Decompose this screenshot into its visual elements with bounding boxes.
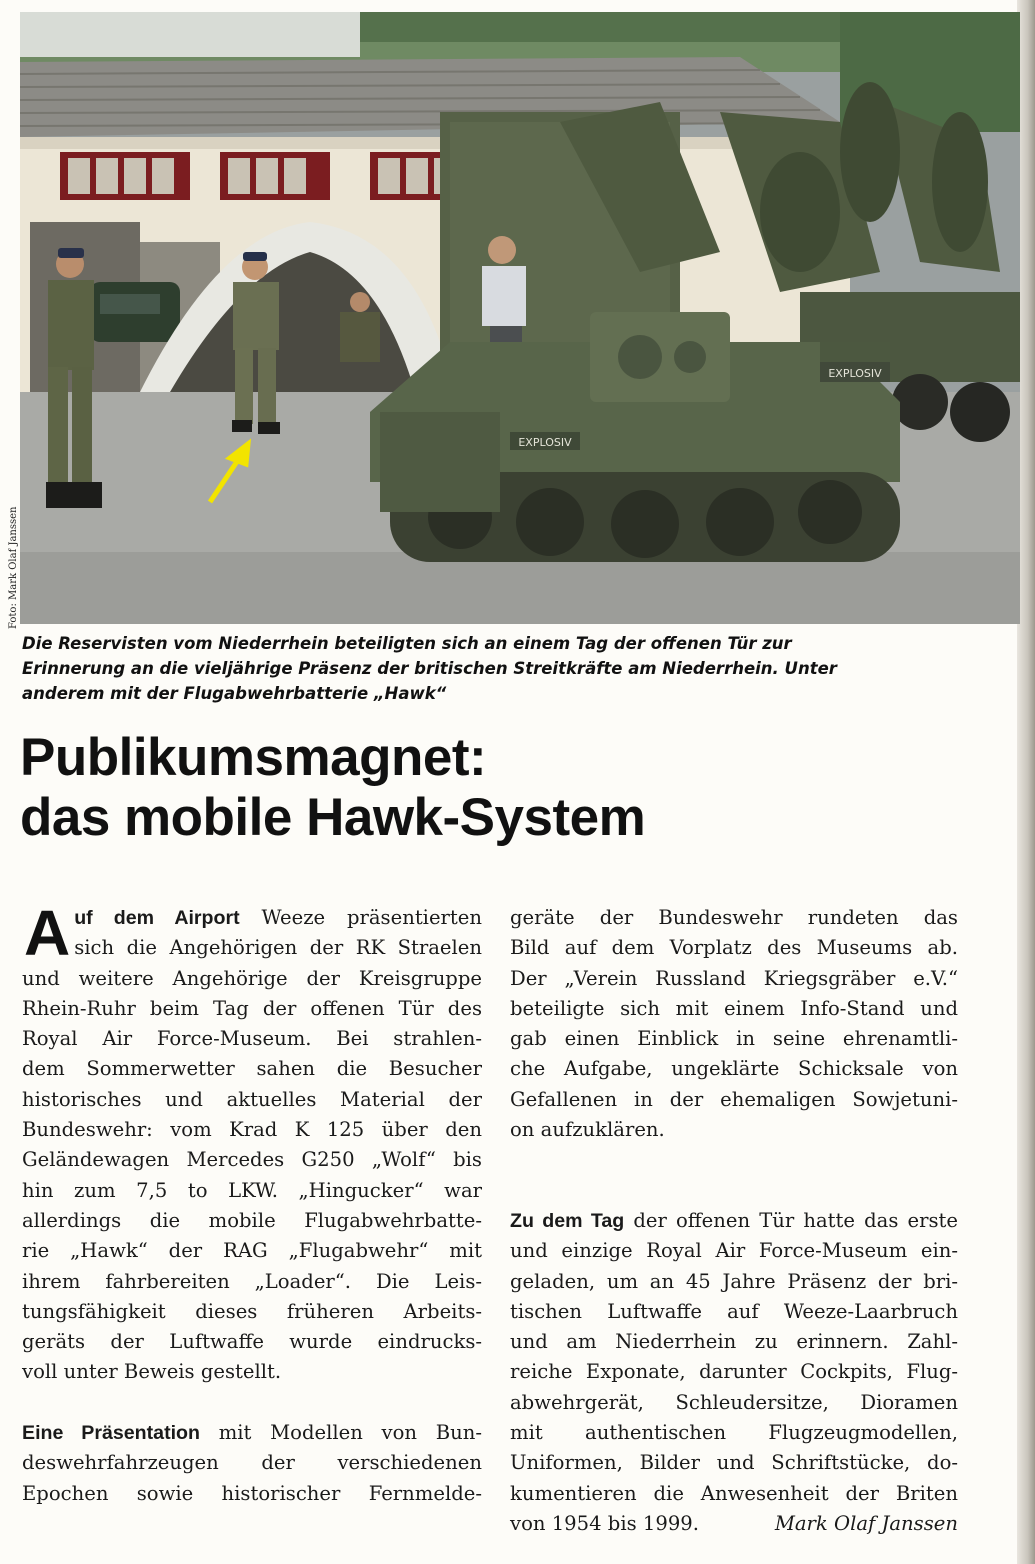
paragraph-line-last: [510, 1509, 958, 1539]
paragraph-line: Bundeswehr: vom Krad K 125 über den: [22, 1118, 482, 1142]
paragraph-text: von 1954 bis 1999.: [510, 1511, 699, 1535]
paragraph-line: geräts der Luftwaffe wurde eindrucks-: [22, 1330, 482, 1354]
paragraph-line: sich die Angehörigen der RK Straelen: [74, 936, 482, 960]
paragraph-line: mit authentischen Flugzeugmodellen,: [510, 1421, 958, 1445]
paragraph-text: Weeze präsentierten: [261, 906, 483, 929]
photo-credit: [2, 470, 19, 630]
article-column-left: [22, 897, 483, 1509]
article-headline: [20, 728, 1010, 848]
headline-line-1: Publikumsmagnet:: [20, 728, 487, 787]
paragraph-lead: Zu dem Tag: [510, 1209, 625, 1232]
paragraph-line: und am Niederrhein zu erinnern. Zahl-: [510, 1330, 958, 1354]
paragraph-line: reiche Exponate, darunter Cockpits, Flug-: [510, 1360, 958, 1384]
paragraph-line: Uniformen, Bilder und Schriftstücke, do-: [510, 1451, 958, 1475]
author-byline: Mark Olaf Janssen: [774, 1511, 958, 1535]
paragraph-line: deswehrfahrzeugen der verschiedenen: [22, 1451, 482, 1475]
paragraph-line: [22, 1418, 482, 1448]
vehicle-marking-front: EXPLOSIV: [518, 436, 572, 449]
caption-line: anderem mit der Flugabwehrbatterie „Hawk“: [22, 684, 447, 703]
paragraph-lead: Eine Präsentation: [22, 1422, 200, 1445]
photo-credit-text: Foto: Mark Olaf Janssen: [8, 506, 19, 629]
paragraph-line: Rhein-Ruhr beim Tag der offenen Tür des: [22, 996, 482, 1020]
article-column-right: [510, 903, 958, 1539]
paragraph-line: und weitere Angehörige der Kreisgruppe: [22, 966, 482, 990]
paragraph-line: tischen Luftwaffe auf Weeze-Laarbruch: [510, 1299, 958, 1323]
paragraph-line: kumentieren die Anwesenheit der Briten: [510, 1481, 958, 1505]
paragraph-line: geladen, um an 45 Jahre Präsenz der bri-: [510, 1269, 958, 1293]
photo-caption: [22, 631, 982, 706]
paragraph-line: historisches und aktuelles Material der: [22, 1087, 482, 1111]
paragraph-line: Royal Air Force-Museum. Bei strahlen-: [22, 1027, 482, 1051]
paragraph-line: Bild auf dem Vorplatz des Museums ab.: [510, 936, 958, 960]
headline-line-2: das mobile Hawk-System: [20, 788, 646, 847]
paragraph-line: Gefallenen in der ehemaligen Sowjetuni-: [510, 1087, 958, 1111]
paragraph-line: geräte der Bundeswehr rundeten das: [510, 906, 958, 929]
paragraph-text: der offenen Tür hatte das erste: [633, 1208, 958, 1232]
paragraph-line: allerdings die mobile Flugabwehrbatte-: [22, 1208, 482, 1232]
caption-line: Die Reservisten vom Niederrhein beteiligten sich an einem Tag der offenen Tür zur: [22, 634, 792, 653]
paragraph-line: hin zum 7,5 to LKW. „Hingucker“ war: [22, 1178, 482, 1202]
drop-cap: A: [24, 897, 71, 969]
paragraph-line: che Aufgabe, ungeklärte Schicksale von: [510, 1057, 958, 1081]
paragraph-line: tungsfähigkeit dieses früheren Arbeits-: [22, 1299, 482, 1323]
paragraph-line: rie „Hawk“ der RAG „Flugabwehr“ mit: [22, 1239, 482, 1263]
caption-line: Erinnerung an die vieljährige Präsenz der britischen Streitkräfte am Niederrhein. Unter: [22, 659, 837, 678]
article-photo: [20, 12, 1020, 624]
paragraph-line: Geländewagen Mercedes G250 „Wolf“ bis: [22, 1148, 482, 1172]
paragraph-line: beteiligte sich mit einem Info-Stand und: [510, 996, 958, 1020]
vehicle-marking-side: EXPLOSIV: [828, 367, 882, 380]
paragraph-line: und einzige Royal Air Force-Museum ein-: [510, 1239, 958, 1263]
paragraph-line: on aufzuklären.: [510, 1118, 665, 1142]
paragraph-line: Epochen sowie historischer Fernmelde-: [22, 1481, 482, 1505]
paragraph-line: [22, 903, 482, 933]
paragraph-text: mit Modellen von Bun-: [218, 1421, 482, 1445]
paragraph-line: [510, 1206, 958, 1236]
paragraph-line: Der „Verein Russland Kriegsgräber e.V.“: [510, 966, 958, 990]
paragraph-line: abwehrgerät, Schleudersitze, Dioramen: [510, 1390, 958, 1414]
paragraph-line: dem Sommerwetter sahen die Besucher: [22, 1057, 482, 1081]
paragraph-line: voll unter Beweis gestellt.: [22, 1360, 282, 1384]
paragraph-line: ihrem fahrbereiten „Loader“. Die Leis-: [22, 1269, 482, 1293]
paragraph-lead: uf dem Airport: [74, 907, 240, 929]
paragraph-line: gab einen Einblick in seine ehrenamtli-: [510, 1027, 958, 1051]
